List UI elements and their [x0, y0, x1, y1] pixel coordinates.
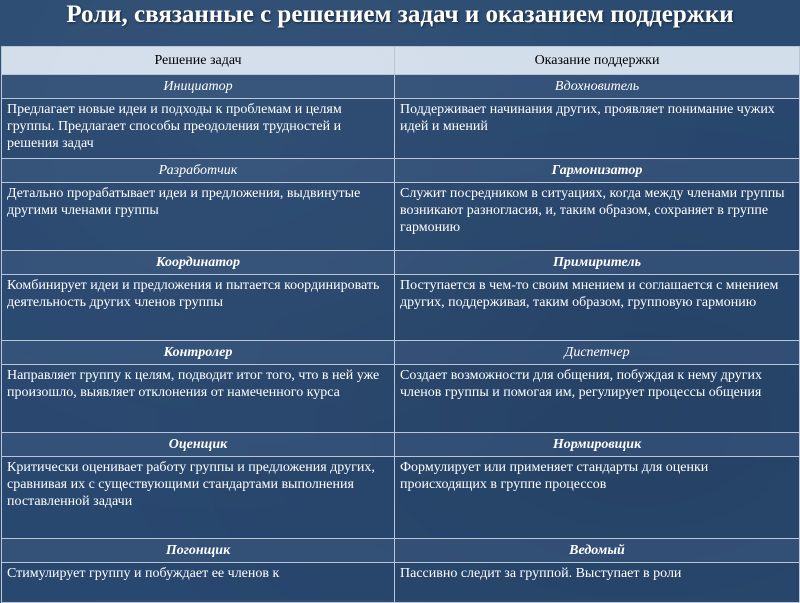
- column-header-problem-solving: Решение задач: [2, 47, 395, 75]
- role-name: Погонщик: [2, 539, 395, 563]
- description-row: [2, 457, 800, 539]
- role-name: Диспетчер: [395, 341, 800, 365]
- role-name: Ведомый: [395, 539, 800, 563]
- role-row: [2, 341, 800, 365]
- role-row: [2, 159, 800, 183]
- role-name: Координатор: [2, 251, 395, 275]
- role-row: [2, 251, 800, 275]
- table-header-row: [2, 47, 800, 75]
- role-description: Формулирует или применяет стандарты для оценки происходящих в группе процессов: [395, 457, 800, 539]
- column-header-support: Оказание поддержки: [395, 47, 800, 75]
- roles-table: [1, 46, 800, 603]
- role-name: Примиритель: [395, 251, 800, 275]
- role-description: Создает возможности для общения, побуждая к нему других членов группы и помогая им, регулирует процессы общения: [395, 365, 800, 433]
- page-title: Роли, связанные с решением задач и оказанием поддержки: [66, 1, 734, 28]
- role-description: Предлагает новые идеи и подходы к проблемам и целям группы. Предлагает способы преодоления трудностей и решения задач: [2, 99, 395, 159]
- description-row: [2, 99, 800, 159]
- role-description: Комбинирует идеи и предложения и пытается координировать деятельность других членов группы: [2, 275, 395, 341]
- role-description: Детально прорабатывает идеи и предложения, выдвинутые другими членами группы: [2, 183, 395, 251]
- role-description: Направляет группу к целям, подводит итог того, что в ней уже произошло, выявляет отклонения от намеченного курса: [2, 365, 395, 433]
- role-name: Разработчик: [2, 159, 395, 183]
- role-name: Вдохновитель: [395, 75, 800, 99]
- role-description: Поддерживает начинания других, проявляет понимание чужих идей и мнений: [395, 99, 800, 159]
- role-name: Контролер: [2, 341, 395, 365]
- role-description: Пассивно следит за группой. Выступает в роли: [395, 563, 800, 603]
- role-name: Инициатор: [2, 75, 395, 99]
- role-row: [2, 75, 800, 99]
- role-description: Служит посредником в ситуациях, когда между членами группы возникают разногласия, и, таким образом, сохраняет в группе гармонию: [395, 183, 800, 251]
- description-row: [2, 183, 800, 251]
- role-description: Критически оценивает работу группы и предложения других, сравнивая их с существующими стандартами выполнения поставленной задачи: [2, 457, 395, 539]
- role-name: Нормировщик: [395, 433, 800, 457]
- role-name: Гармонизатор: [395, 159, 800, 183]
- role-name: Оценщик: [2, 433, 395, 457]
- role-description: Стимулирует группу и побуждает ее членов к: [2, 563, 395, 603]
- role-description: Поступается в чем-то своим мнением и соглашается с мнением других, поддерживая, таким образом, групповую гармонию: [395, 275, 800, 341]
- role-row: [2, 433, 800, 457]
- role-row: [2, 539, 800, 563]
- description-row: [2, 275, 800, 341]
- description-row: [2, 365, 800, 433]
- description-row: [2, 563, 800, 603]
